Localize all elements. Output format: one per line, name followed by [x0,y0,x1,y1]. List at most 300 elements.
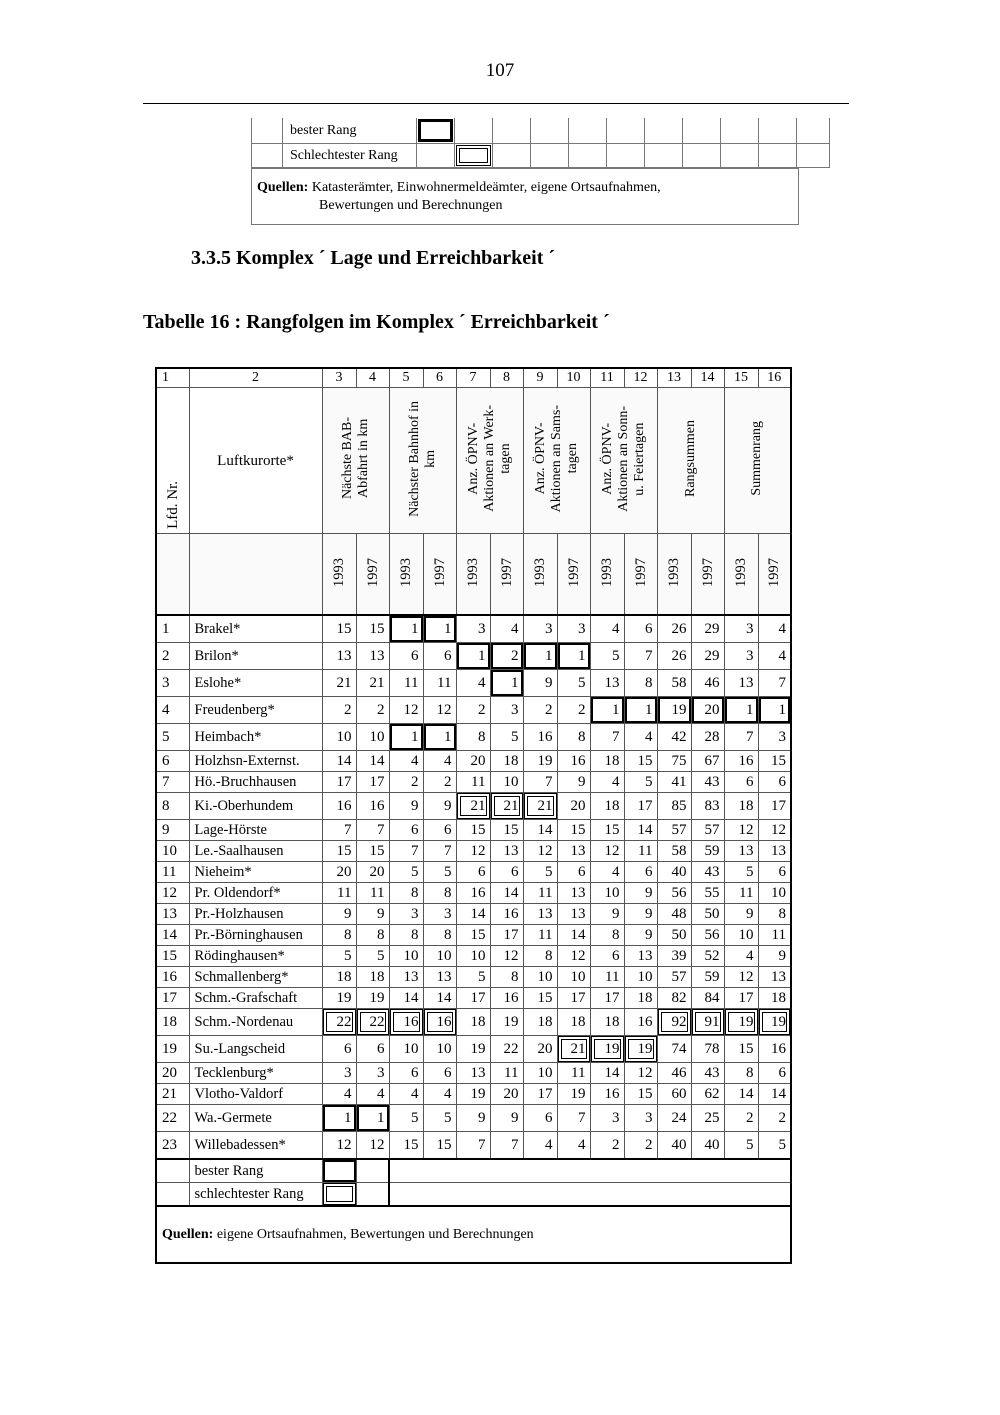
page-number: 107 [485,60,515,81]
column-number: 5 [389,368,423,388]
rank-value: 9 [423,793,456,820]
resort-name: Holzhsn-Externst. [189,751,322,772]
rank-value: 8 [456,724,490,751]
rank-value: 11 [423,670,456,697]
group-header: Anz. ÖPNV- Aktionen an Sams- tagen [532,404,580,513]
rank-value: 4 [356,1084,389,1105]
row-number: 12 [156,883,189,904]
rank-value: 4 [590,615,624,643]
rank-value: 9 [624,925,657,946]
rank-value: 21 [322,670,356,697]
rank-value: 19 [523,751,557,772]
rank-value: 75 [657,751,691,772]
group-header-cell [456,388,523,534]
rank-value: 2 [389,772,423,793]
table-row [156,862,791,883]
rank-value: 1 [490,670,523,697]
rank-value: 13 [490,841,523,862]
rank-value: 15 [322,841,356,862]
table-caption: Tabelle 16 : Rangfolgen im Komplex ´ Erreichbarkeit ´ [143,311,610,333]
rank-value: 74 [657,1036,691,1063]
table-row [156,697,791,724]
rank-value: 10 [523,967,557,988]
rank-value: 18 [724,793,758,820]
best-rank-label: bester Rang [189,1159,322,1183]
rank-value: 17 [356,772,389,793]
rank-value: 85 [657,793,691,820]
rank-value: 78 [691,1036,724,1063]
rank-value: 5 [557,670,590,697]
rank-value: 13 [758,841,791,862]
rank-value: 6 [356,1036,389,1063]
rank-value: 3 [423,904,456,925]
group-header-cell [389,388,456,534]
rank-value: 26 [657,615,691,643]
rank-value: 6 [758,1063,791,1084]
rank-value: 10 [389,1036,423,1063]
resort-name: Vlotho-Valdorf [189,1084,322,1105]
rank-value: 4 [389,751,423,772]
rank-value: 14 [423,988,456,1009]
rank-value: 3 [590,1105,624,1132]
group-header-cell [322,388,389,534]
worst-rank-marker [455,144,493,168]
ranking-table [155,367,792,1264]
sources-text-line2: Bewertungen und Berechnungen [319,198,503,213]
rank-value: 41 [657,772,691,793]
row-number: 2 [156,643,189,670]
rank-value: 59 [691,967,724,988]
row-number: 17 [156,988,189,1009]
rank-value: 13 [724,670,758,697]
rank-value: 14 [523,820,557,841]
rank-value: 4 [557,1132,590,1160]
rank-value: 8 [389,883,423,904]
best-rank-marker [417,118,455,144]
rank-value: 18 [322,967,356,988]
rank-value: 18 [557,1009,590,1036]
rank-value: 14 [590,1063,624,1084]
rank-value: 56 [691,925,724,946]
blank-header-cell [189,534,322,616]
previous-sources-box [251,168,799,225]
resort-name: Pr.-Börninghausen [189,925,322,946]
row-number: 18 [156,1009,189,1036]
rank-value: 15 [758,751,791,772]
rank-value: 14 [490,883,523,904]
rank-value: 2 [322,697,356,724]
rank-value: 5 [322,946,356,967]
rank-value: 9 [624,883,657,904]
rank-value: 12 [557,946,590,967]
rank-value: 26 [657,643,691,670]
rank-value: 10 [590,883,624,904]
column-number: 2 [189,368,322,388]
rank-value: 25 [691,1105,724,1132]
group-header: Anz. ÖPNV- Aktionen an Sonn- u. Feiertagen [599,405,647,512]
rank-value: 11 [557,1063,590,1084]
year-label: 1997 [364,557,381,587]
rank-value: 14 [456,904,490,925]
rank-value: 15 [624,1084,657,1105]
rank-value: 2 [423,772,456,793]
rank-value: 10 [356,724,389,751]
rank-value: 48 [657,904,691,925]
rank-value: 7 [624,643,657,670]
rank-value: 7 [322,820,356,841]
rank-value: 6 [389,1063,423,1084]
rank-value: 8 [490,967,523,988]
rank-value: 12 [490,946,523,967]
rank-value: 8 [758,904,791,925]
sources-text: eigene Ortsaufnahmen, Bewertungen und Berechnungen [216,1226,534,1242]
rank-value: 2 [758,1105,791,1132]
rank-value: 15 [456,820,490,841]
previous-table-legend [251,118,830,168]
column-number: 13 [657,368,691,388]
year-header-cell [758,534,791,616]
column-number-row [156,368,791,388]
rank-value: 55 [691,883,724,904]
sources-text-line1: Katasterämter, Einwohnermeldeämter, eigene Ortsaufnahmen, [311,180,661,195]
rank-value: 21 [557,1036,590,1063]
rank-value: 4 [456,670,490,697]
rank-value: 14 [322,751,356,772]
rank-value: 20 [456,751,490,772]
rank-value: 15 [590,820,624,841]
resort-name: Le.-Saalhausen [189,841,322,862]
rank-value: 39 [657,946,691,967]
row-number: 7 [156,772,189,793]
year-label: 1993 [666,557,682,587]
rank-value: 83 [691,793,724,820]
rank-value: 13 [758,967,791,988]
group-header: Nächster Bahnhof in km [406,400,438,517]
rank-value: 1 [624,697,657,724]
row-number: 3 [156,670,189,697]
rank-value: 19 [322,988,356,1009]
year-label: 1993 [398,557,414,587]
rank-value: 13 [456,1063,490,1084]
rank-value: 16 [724,751,758,772]
rank-value: 6 [322,1036,356,1063]
table-row [156,1132,791,1160]
rank-value: 5 [356,946,389,967]
rank-value: 13 [389,967,423,988]
rank-value: 14 [724,1084,758,1105]
rank-value: 1 [389,615,423,643]
year-header-cell [557,534,590,616]
resort-name: Heimbach* [189,724,322,751]
rank-value: 17 [322,772,356,793]
rank-value: 13 [724,841,758,862]
rank-value: 9 [557,772,590,793]
group-header: Rangsummen [682,420,698,497]
rank-value: 3 [624,1105,657,1132]
rank-value: 43 [691,772,724,793]
year-header-cell [590,534,624,616]
rank-value: 6 [724,772,758,793]
rank-value: 1 [523,643,557,670]
rank-value: 10 [490,772,523,793]
rank-value: 40 [657,862,691,883]
year-label: 1997 [699,557,716,587]
rank-value: 6 [423,1063,456,1084]
rank-value: 3 [724,615,758,643]
table-row [156,1036,791,1063]
rank-value: 4 [758,615,791,643]
rank-value: 10 [557,967,590,988]
rank-value: 5 [389,862,423,883]
rank-value: 5 [624,772,657,793]
rank-value: 11 [724,883,758,904]
rank-value: 10 [624,967,657,988]
rank-value: 21 [523,793,557,820]
rank-value: 67 [691,751,724,772]
rank-value: 17 [758,793,791,820]
row-number: 15 [156,946,189,967]
table-row [156,1009,791,1036]
rank-value: 56 [657,883,691,904]
rank-value: 50 [691,904,724,925]
rank-value: 8 [523,946,557,967]
rank-value: 40 [657,1132,691,1160]
rank-value: 9 [456,1105,490,1132]
rank-value: 19 [490,1009,523,1036]
rank-value: 9 [624,904,657,925]
rank-value: 12 [590,841,624,862]
year-label: 1997 [565,557,582,587]
rank-value: 16 [590,1084,624,1105]
rank-value: 6 [758,862,791,883]
rank-value: 10 [758,883,791,904]
rank-value: 3 [758,724,791,751]
rank-value: 13 [557,883,590,904]
rank-value: 12 [456,841,490,862]
rank-value: 8 [624,670,657,697]
rank-value: 19 [590,1036,624,1063]
rank-value: 14 [356,751,389,772]
rank-value: 18 [758,988,791,1009]
table-row [156,946,791,967]
rank-value: 62 [691,1084,724,1105]
group-header-cell [523,388,590,534]
rank-value: 17 [624,793,657,820]
rank-value: 6 [490,862,523,883]
rank-value: 18 [624,988,657,1009]
rank-value: 20 [322,862,356,883]
rank-value: 22 [356,1009,389,1036]
column-number: 15 [724,368,758,388]
column-number: 8 [490,368,523,388]
blank-header-cell [156,534,189,616]
column-number: 9 [523,368,557,388]
rank-value: 1 [590,697,624,724]
rank-value: 57 [657,820,691,841]
column-number: 7 [456,368,490,388]
rank-value: 12 [624,1063,657,1084]
rank-value: 10 [724,925,758,946]
rank-value: 17 [557,988,590,1009]
group-header-row [156,388,791,534]
rank-value: 46 [657,1063,691,1084]
rank-value: 3 [724,643,758,670]
rank-value: 24 [657,1105,691,1132]
rank-value: 12 [423,697,456,724]
rank-value: 57 [691,820,724,841]
resort-name: Su.-Langscheid [189,1036,322,1063]
rank-value: 5 [423,1105,456,1132]
year-label: 1997 [431,557,448,587]
rank-value: 2 [624,1132,657,1160]
rank-value: 22 [490,1036,523,1063]
rank-value: 9 [590,904,624,925]
resort-name: Pr.-Holzhausen [189,904,322,925]
rank-value: 6 [389,820,423,841]
rank-value: 11 [523,925,557,946]
rank-value: 4 [322,1084,356,1105]
resort-name: Tecklenburg* [189,1063,322,1084]
rank-value: 19 [758,1009,791,1036]
best-rank-marker [322,1159,356,1183]
year-label: 1993 [465,557,481,587]
rank-value: 4 [590,772,624,793]
sources-label: Quellen: [257,180,309,195]
column-number: 1 [156,368,189,388]
year-header-cell [356,534,389,616]
year-header-cell [724,534,758,616]
rank-value: 1 [423,615,456,643]
name-header: Luftkurorte* [189,388,322,534]
rank-value: 3 [389,904,423,925]
row-number: 21 [156,1084,189,1105]
rank-value: 10 [389,946,423,967]
rank-value: 21 [456,793,490,820]
legend-blank-cell [156,1159,189,1183]
year-header-cell [657,534,691,616]
rank-value: 11 [356,883,389,904]
legend-blank-cell [389,1183,791,1207]
rank-value: 13 [624,946,657,967]
rank-value: 19 [456,1084,490,1105]
rank-value: 5 [724,1132,758,1160]
resort-name: Brakel* [189,615,322,643]
rank-value: 4 [423,751,456,772]
rank-value: 1 [724,697,758,724]
rank-value: 18 [356,967,389,988]
rank-value: 8 [557,724,590,751]
rank-value: 21 [356,670,389,697]
resort-name: Ki.-Oberhundem [189,793,322,820]
table-row [156,772,791,793]
rank-value: 17 [456,988,490,1009]
rank-value: 18 [490,751,523,772]
row-number: 4 [156,697,189,724]
rank-value: 13 [557,904,590,925]
lfd-header: Lfd. Nr. [164,481,181,529]
rank-value: 15 [322,615,356,643]
rank-value: 3 [356,1063,389,1084]
rank-value: 10 [423,946,456,967]
table-row [156,883,791,904]
rank-value: 7 [523,772,557,793]
rank-value: 5 [758,1132,791,1160]
resort-name: Eslohe* [189,670,322,697]
rank-value: 8 [590,925,624,946]
rank-value: 5 [724,862,758,883]
sources-row [156,1206,791,1263]
rank-value: 5 [590,643,624,670]
rank-value: 19 [456,1036,490,1063]
sources-cell [156,1206,791,1263]
rank-value: 8 [356,925,389,946]
rank-value: 13 [557,841,590,862]
rank-value: 3 [490,697,523,724]
rank-value: 42 [657,724,691,751]
rank-value: 59 [691,841,724,862]
rank-value: 19 [624,1036,657,1063]
group-header: Nächste BAB- Abfahrt in km [339,417,371,500]
rank-value: 11 [523,883,557,904]
rank-value: 16 [523,724,557,751]
rank-value: 20 [523,1036,557,1063]
rank-value: 1 [758,697,791,724]
row-number: 14 [156,925,189,946]
header-rule [143,103,849,104]
rank-value: 15 [724,1036,758,1063]
rank-value: 12 [523,841,557,862]
rank-value: 6 [389,643,423,670]
rank-value: 1 [456,643,490,670]
rank-value: 11 [389,670,423,697]
rank-value: 12 [724,967,758,988]
rank-value: 3 [523,615,557,643]
rank-value: 58 [657,670,691,697]
year-header-cell [423,534,456,616]
year-header-cell [389,534,423,616]
row-number: 9 [156,820,189,841]
rank-value: 2 [724,1105,758,1132]
group-header: Summenrang [749,421,765,496]
column-number: 16 [758,368,791,388]
rank-value: 13 [356,643,389,670]
rank-value: 12 [389,697,423,724]
rank-value: 18 [590,793,624,820]
row-number: 19 [156,1036,189,1063]
row-number: 20 [156,1063,189,1084]
year-header-cell [456,534,490,616]
rank-value: 19 [557,1084,590,1105]
table-row [156,904,791,925]
rank-value: 6 [557,862,590,883]
rank-value: 58 [657,841,691,862]
rank-value: 17 [523,1084,557,1105]
rank-value: 92 [657,1009,691,1036]
rank-value: 4 [624,724,657,751]
rank-value: 10 [423,1036,456,1063]
rank-value: 20 [490,1084,523,1105]
rank-value: 57 [657,967,691,988]
rank-value: 52 [691,946,724,967]
rank-value: 15 [557,820,590,841]
legend-blank-cell [356,1183,389,1207]
rank-value: 16 [758,1036,791,1063]
rank-value: 1 [356,1105,389,1132]
rank-value: 18 [456,1009,490,1036]
rank-value: 20 [691,697,724,724]
rank-value: 15 [356,841,389,862]
rank-value: 4 [423,1084,456,1105]
